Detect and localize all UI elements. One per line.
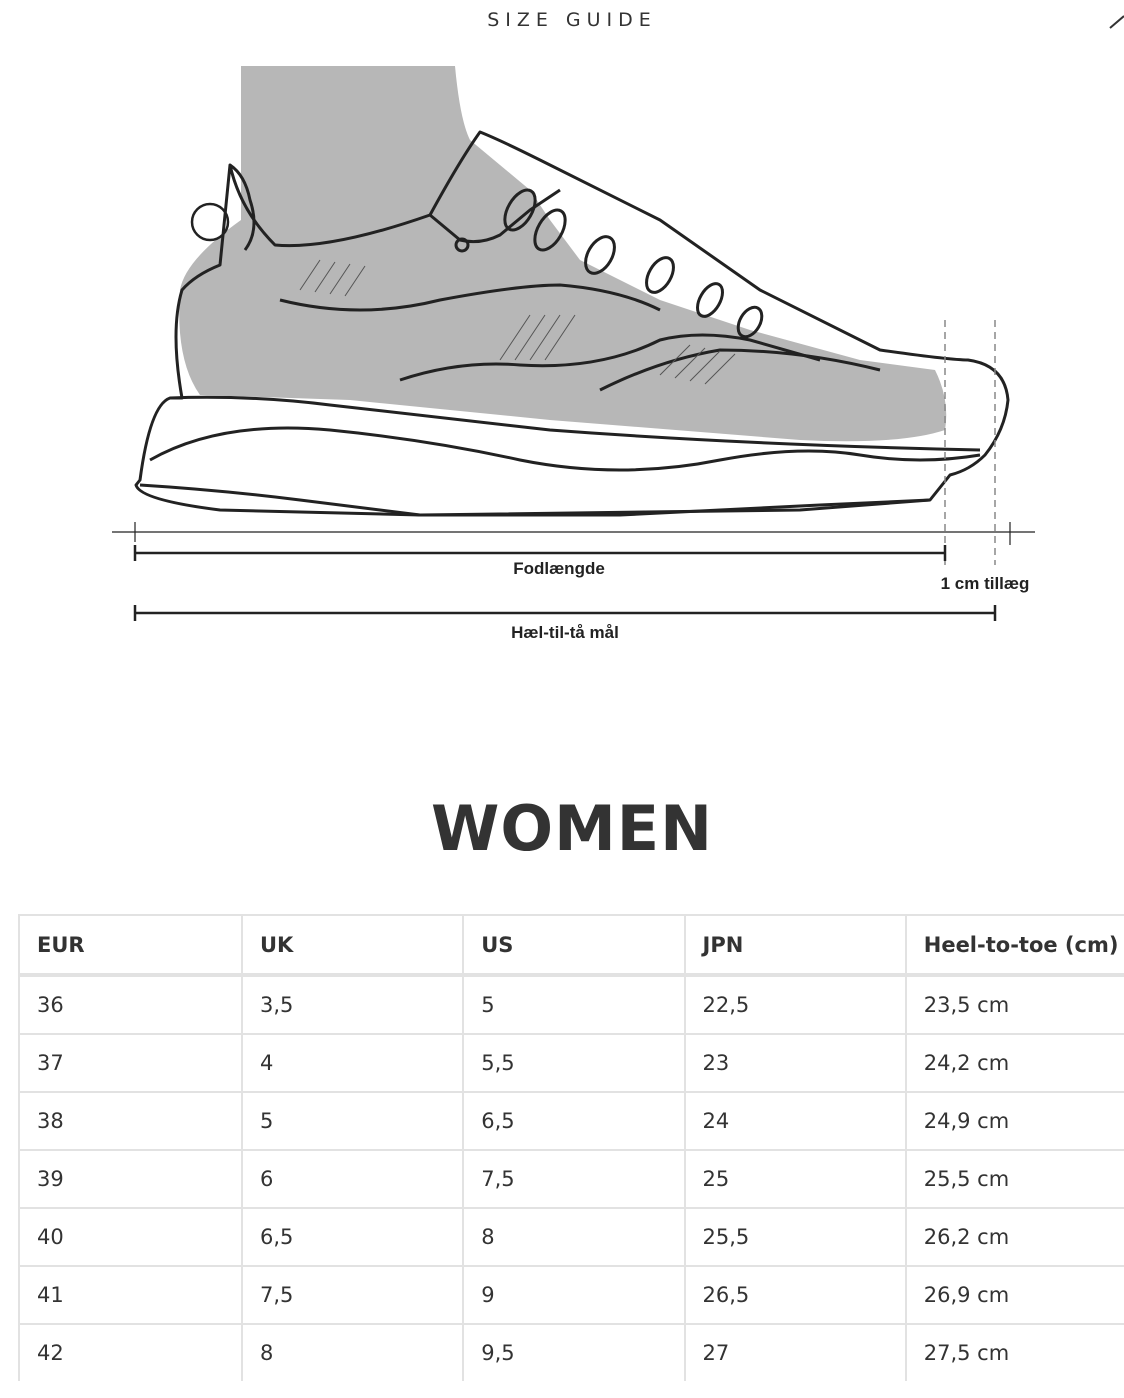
table-row xyxy=(19,1034,1124,1092)
size-table xyxy=(18,914,1124,1381)
table-cell: 39 xyxy=(19,1150,242,1208)
section-title: WOMEN xyxy=(430,792,714,865)
table-cell: 8 xyxy=(242,1324,463,1381)
table-cell: 5 xyxy=(463,975,684,1034)
table-cell: 24 xyxy=(685,1092,906,1150)
table-cell: 5 xyxy=(242,1092,463,1150)
close-icon[interactable] xyxy=(1108,10,1124,32)
foot-length-label: Fodlængde xyxy=(513,559,605,578)
table-cell: 37 xyxy=(19,1034,242,1092)
table-cell: 22,5 xyxy=(685,975,906,1034)
table-cell: 7,5 xyxy=(463,1150,684,1208)
column-header-jpn: JPN xyxy=(685,915,906,975)
table-cell: 27 xyxy=(685,1324,906,1381)
table-cell: 25,5 xyxy=(685,1208,906,1266)
shoe-measurement-illustration xyxy=(100,60,1050,660)
table-cell: 9 xyxy=(463,1266,684,1324)
table-row xyxy=(19,1092,1124,1150)
table-cell: 24,2 cm xyxy=(906,1034,1124,1092)
table-row xyxy=(19,1266,1124,1324)
table-cell: 4 xyxy=(242,1034,463,1092)
table-cell: 38 xyxy=(19,1092,242,1150)
table-cell: 27,5 cm xyxy=(906,1324,1124,1381)
heel-to-toe-dimension xyxy=(135,605,995,621)
table-cell: 26,2 cm xyxy=(906,1208,1124,1266)
table-header-row xyxy=(19,915,1124,975)
table-cell: 42 xyxy=(19,1324,242,1381)
column-header-heel-to-toe: Heel-to-toe (cm) xyxy=(906,915,1124,975)
table-row xyxy=(19,975,1124,1034)
table-cell: 41 xyxy=(19,1266,242,1324)
table-row xyxy=(19,1208,1124,1266)
table-cell: 40 xyxy=(19,1208,242,1266)
table-cell: 25,5 cm xyxy=(906,1150,1124,1208)
column-header-eur: EUR xyxy=(19,915,242,975)
table-cell: 26,5 xyxy=(685,1266,906,1324)
leg-silhouette xyxy=(179,66,946,441)
table-cell: 9,5 xyxy=(463,1324,684,1381)
table-cell: 5,5 xyxy=(463,1034,684,1092)
table-cell: 6,5 xyxy=(463,1092,684,1150)
table-cell: 3,5 xyxy=(242,975,463,1034)
table-cell: 25 xyxy=(685,1150,906,1208)
table-cell: 7,5 xyxy=(242,1266,463,1324)
table-cell: 6 xyxy=(242,1150,463,1208)
table-cell: 8 xyxy=(463,1208,684,1266)
table-cell: 24,9 cm xyxy=(906,1092,1124,1150)
heel-to-toe-label: Hæl-til-tå mål xyxy=(511,623,619,642)
allowance-label: 1 cm tillæg xyxy=(940,574,1030,593)
table-cell: 26,9 cm xyxy=(906,1266,1124,1324)
heel-logo xyxy=(192,204,228,240)
table-row xyxy=(19,1150,1124,1208)
page-title: SIZE GUIDE xyxy=(487,9,657,31)
column-header-us: US xyxy=(463,915,684,975)
table-cell: 6,5 xyxy=(242,1208,463,1266)
table-cell: 23 xyxy=(685,1034,906,1092)
table-cell: 36 xyxy=(19,975,242,1034)
modal-header xyxy=(0,0,1124,44)
table-row xyxy=(19,1324,1124,1381)
table-cell: 23,5 cm xyxy=(906,975,1124,1034)
column-header-uk: UK xyxy=(242,915,463,975)
